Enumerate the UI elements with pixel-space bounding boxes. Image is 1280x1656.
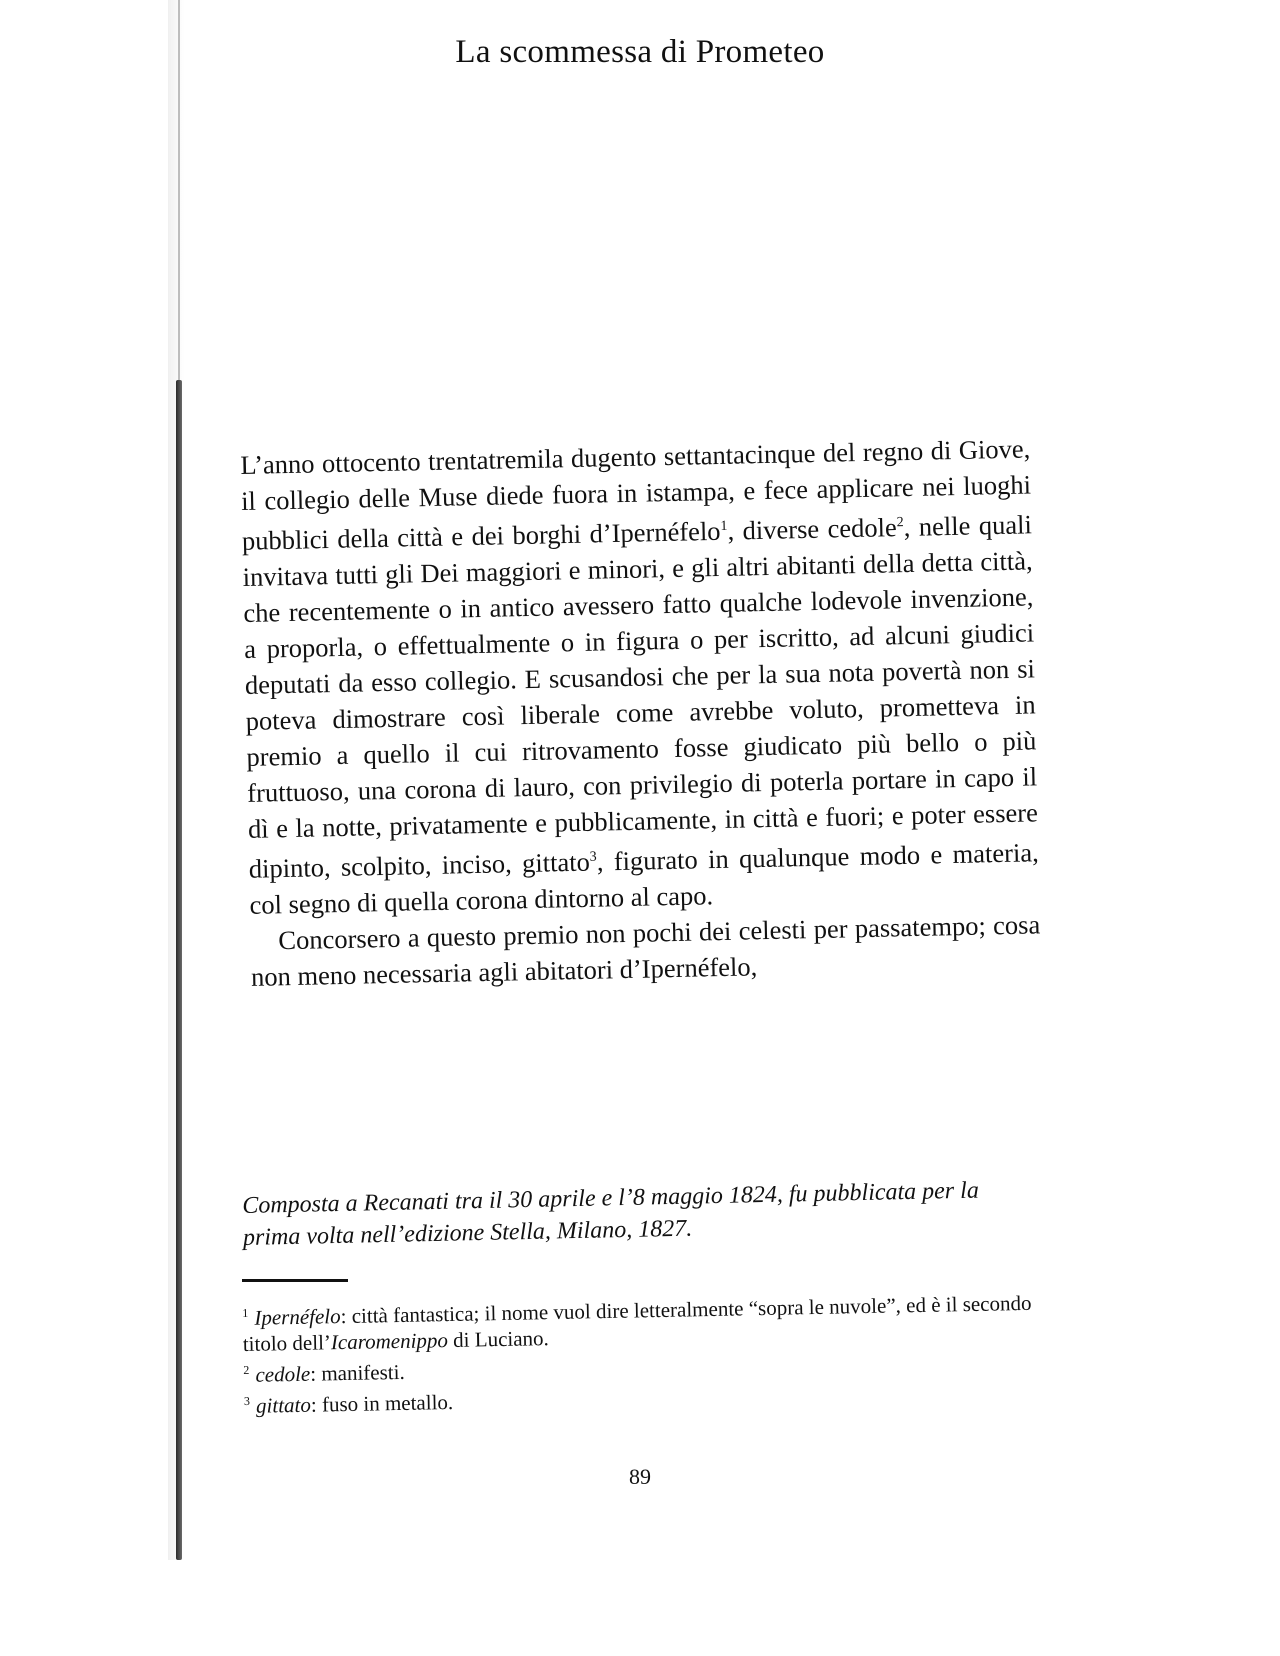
footnote-number: 1 xyxy=(242,1305,249,1320)
footnote-text: : manifesti. xyxy=(309,1359,405,1386)
footnote-number: 2 xyxy=(243,1362,250,1377)
footnote-ref-1: 1 xyxy=(720,518,728,534)
footnote-text-end: di Luciano. xyxy=(447,1326,550,1353)
paragraph-2: Concorsero a questo premio non pochi dei celesti per passatempo; cosa non meno necessaria agli abitatori d’Ipernéfelo, xyxy=(250,909,1041,992)
paragraph-1-part-2: , diverse cedole xyxy=(727,512,898,546)
source-note: Composta a Recanati tra il 30 aprile e l’8 maggio 1824, fu pubblicata per la prima volta nell’edizione Stella, Milano, 1827. xyxy=(242,1177,980,1251)
footnote-work: Icaromenippo xyxy=(330,1328,449,1355)
footnote-text: : fuso in metallo. xyxy=(310,1389,454,1417)
body-text xyxy=(240,430,1041,994)
footnote-ref-2: 2 xyxy=(896,515,904,531)
footnote-term: Ipernéfelo xyxy=(254,1304,341,1330)
footnotes xyxy=(242,1285,1044,1419)
chapter-title: La scommessa di Prometeo xyxy=(455,34,825,70)
page-number: 89 xyxy=(629,1464,651,1489)
footnote-term: cedole xyxy=(255,1361,311,1387)
footnote-number: 3 xyxy=(243,1393,251,1408)
footnote-text: : città fantastica; il nome vuol dire letteralmente “sopra le nuvole”, ed è il secondo titolo dell’ xyxy=(242,1290,1032,1356)
paragraph-1-part-3: , nelle quali invitava tutti gli Dei maggiori e minori, e gli altri abitanti della detta città, che recentemente o in antico avessero fatto qualche lodevole invenzione, a proporla, o effettualmente o in figura o per iscritto, ad alcuni giudici deputati da esso collegio. E scusandosi che per la sua nota povertà non si poteva dimostrare così liberale come avrebbe voluto, prometteva in premio a quello il cui ritrovamento fosse giudicato più bello o più fruttuoso, una corona di lauro, con privilegio di poterla portare in capo il dì e la notte, privatamente e pubblicamente, in città e fuori; e poter essere dipinto, scolpito, inciso, gittato xyxy=(242,509,1039,884)
paragraph-1-part-4: , figurato in qualunque modo e materia, col segno di quella corona dintorno al capo. xyxy=(249,837,1039,920)
footnote-ref-3: 3 xyxy=(589,849,597,865)
footnote-term: gittato xyxy=(255,1392,312,1418)
binding-edge xyxy=(176,380,182,1560)
footnote-separator xyxy=(242,1279,348,1282)
paragraph-1 xyxy=(240,430,1040,922)
paragraph-1-part-1: L’anno ottocento trentatremila dugento settantacinque del regno di Giove, il collegio delle Muse diede fuora in istampa, e fece applicare nei luoghi pubblici della città e dei borghi d’Ipernéfelo xyxy=(240,433,1032,556)
